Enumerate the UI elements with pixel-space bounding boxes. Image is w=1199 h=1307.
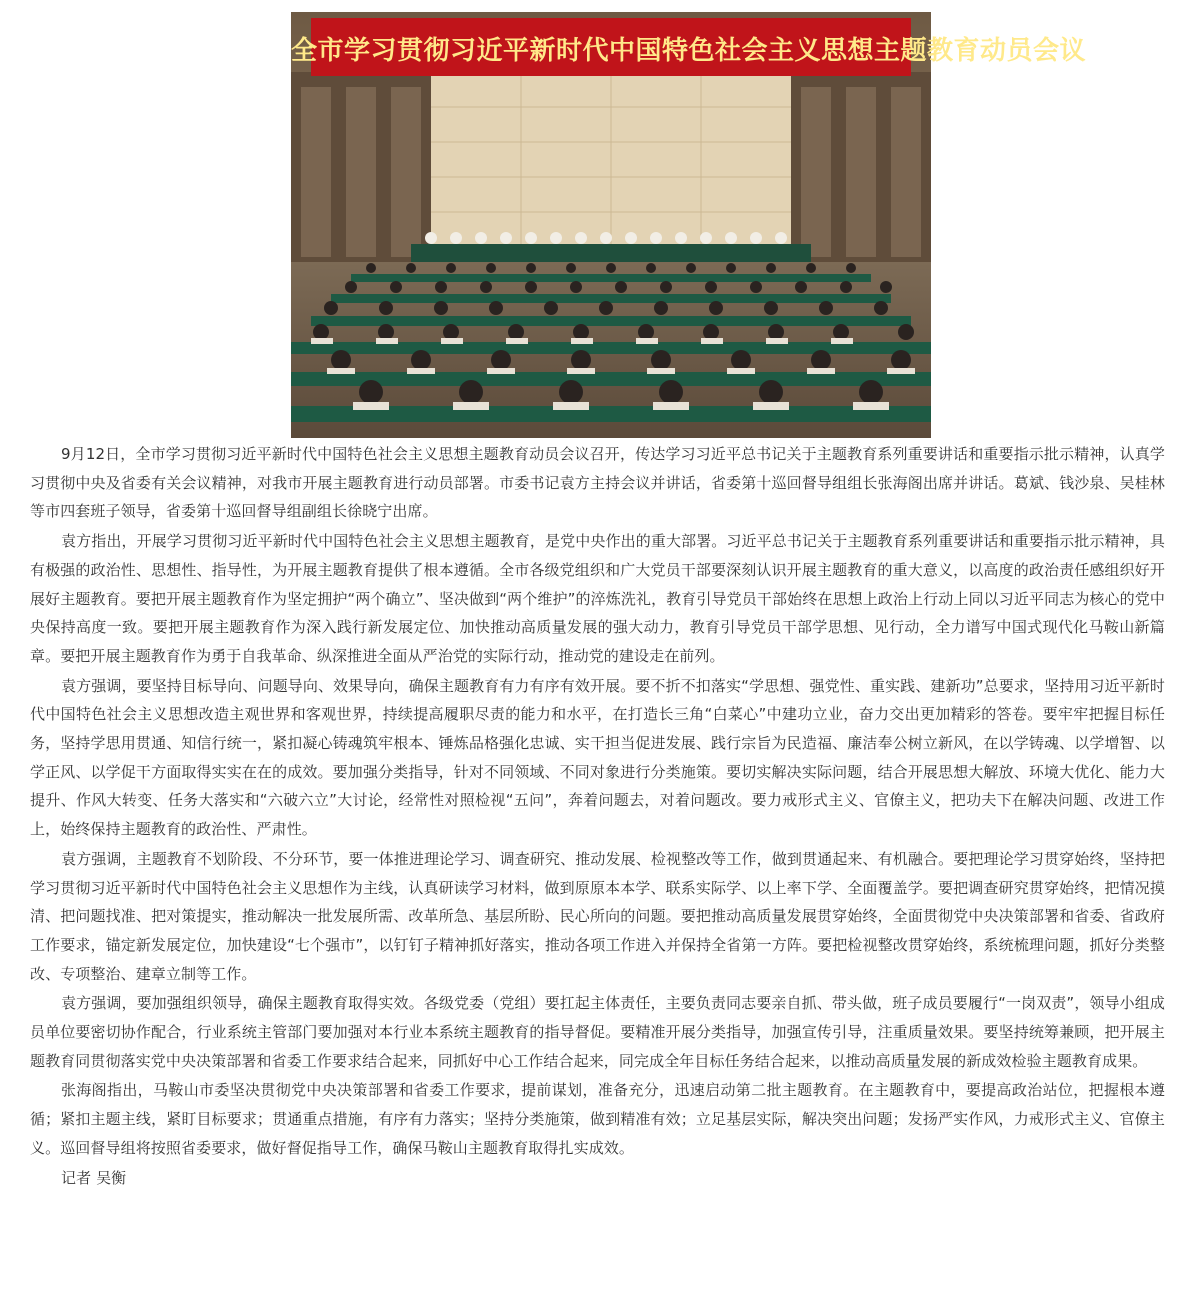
paragraph: 袁方强调，要加强组织领导，确保主题教育取得实效。各级党委（党组）要扛起主体责任，主要负责同志要亲自抓、带头做，班子成员要履行“一岗双责”，领导小组成员单位要密切协作配合，行业系统主管部门要加强对本行业本系统主题教育的指导督促。要精准开展分类指导，加强宣传引导，注重质量效果。要坚持统筹兼顾，把开展主题教育同贯彻落实党中央决策部署和省委工作要求结合起来，同抓好中心工作结合起来，同完成全年目标任务结合起来，以推动高质量发展的新成效检验主题教育成果。 (30, 994, 1165, 1070)
meeting-photo (291, 12, 1087, 438)
paragraph: 张海阁指出，马鞍山市委坚决贯彻党中央决策部署和省委工作要求，提前谋划，准备充分，迅速启动第二批主题教育。在主题教育中，要提高政治站位，把握根本遵循；紧扣主题主线，紧盯目标要求；贯通重点措施，有序有力落实；坚持分类施策，做到精准有效；立足基层实际，解决突出问题；发扬严实作风，力戒形式主义、官僚主义。巡回督导组将按照省委要求，做好督促指导工作，确保马鞍山主题教育取得扎实成效。 (30, 1081, 1165, 1157)
byline: 记者 吴衡 (61, 1168, 127, 1187)
paragraph: 9月12日，全市学习贯彻习近平新时代中国特色社会主义思想主题教育动员会议召开，传达学习习近平总书记关于主题教育系列重要讲话和重要指示批示精神，认真学习贯彻中央及省委有关会议精神，对我市开展主题教育进行动员部署。市委书记袁方主持会议并讲话，省委第十巡回督导组组长张海阁出席并讲话。葛斌、钱沙泉、吴桂林等市四套班子领导，省委第十巡回督导组副组长徐晓宁出席。 (30, 445, 1165, 521)
paragraph: 袁方强调，要坚持目标导向、问题导向、效果导向，确保主题教育有力有序有效开展。要不折不扣落实“学思想、强党性、重实践、建新功”总要求，坚持用习近平新时代中国特色社会主义思想改造主观世界和客观世界，持续提高履职尽责的能力和水平，在打造长三角“白菜心”中建功立业，奋力交出更加精彩的答卷。要牢牢把握目标任务，坚持学思用贯通、知信行统一，紧扣凝心铸魂筑牢根本、锤炼品格强化忠诚、实干担当促进发展、践行宗旨为民造福、廉洁奉公树立新风，在以学铸魂、以学增智、以学正风、以学促干方面取得实实在在的成效。要加强分类指导，针对不同领域、不同对象进行分类施策。要切实解决实际问题，结合开展思想大解放、环境大优化、能力大提升、作风大转变、任务大落实和“六破六立”大讨论，经常性对照检视“五问”，奔着问题去，对着问题改。要力戒形式主义、官僚主义，把功夫下在解决问题、改进工作上，始终保持主题教育的政治性、严肃性。 (30, 676, 1165, 839)
meeting-hall-illustration (291, 12, 1087, 438)
paragraph: 袁方指出，开展学习贯彻习近平新时代中国特色社会主义思想主题教育，是党中央作出的重大部署。习近平总书记关于主题教育系列重要讲话和重要指示批示精神，具有极强的政治性、思想性、指导性，为开展主题教育提供了根本遵循。全市各级党组织和广大党员干部要深刻认识开展主题教育的重大意义，以高度的政治责任感组织好开展好主题教育。要把开展主题教育作为坚定拥护“两个确立”、坚决做到“两个维护”的淬炼洗礼，教育引导党员干部始终在思想上政治上行动上同以习近平同志为核心的党中央保持高度一致。要把开展主题教育作为深入践行新发展定位、加快推动高质量发展的强大动力，教育引导党员干部学思想、见行动，全力谱写中国式现代化马鞍山新篇章。要把开展主题教育作为勇于自我革命、纵深推进全面从严治党的实际行动，推动党的建设走在前列。 (30, 532, 1165, 665)
banner-title: 全市学习贯彻习近平新时代中国特色社会主义思想主题教育动员会议 (291, 36, 1087, 66)
article-body (30, 440, 1165, 1193)
paragraph: 袁方强调，主题教育不划阶段、不分环节，要一体推进理论学习、调查研究、推动发展、检视整改等工作，做到贯通起来、有机融合。要把理论学习贯穿始终，坚持把学习贯彻习近平新时代中国特色社会主义思想作为主线，认真研读学习材料，做到原原本本学、联系实际学、以上率下学、全面覆盖学。要把调查研究贯穿始终，把情况摸清、把问题找准、把对策提实，推动解决一批发展所需、改革所急、基层所盼、民心所向的问题。要把推动高质量发展贯穿始终，全面贯彻党中央决策部署和省委、省政府工作要求，锚定新发展定位，加快建设“七个强市”，以钉钉子精神抓好落实，推动各项工作进入并保持全省第一方阵。要把检视整改贯穿始终，系统梳理问题，抓好分类整改、专项整治、建章立制等工作。 (30, 849, 1165, 983)
